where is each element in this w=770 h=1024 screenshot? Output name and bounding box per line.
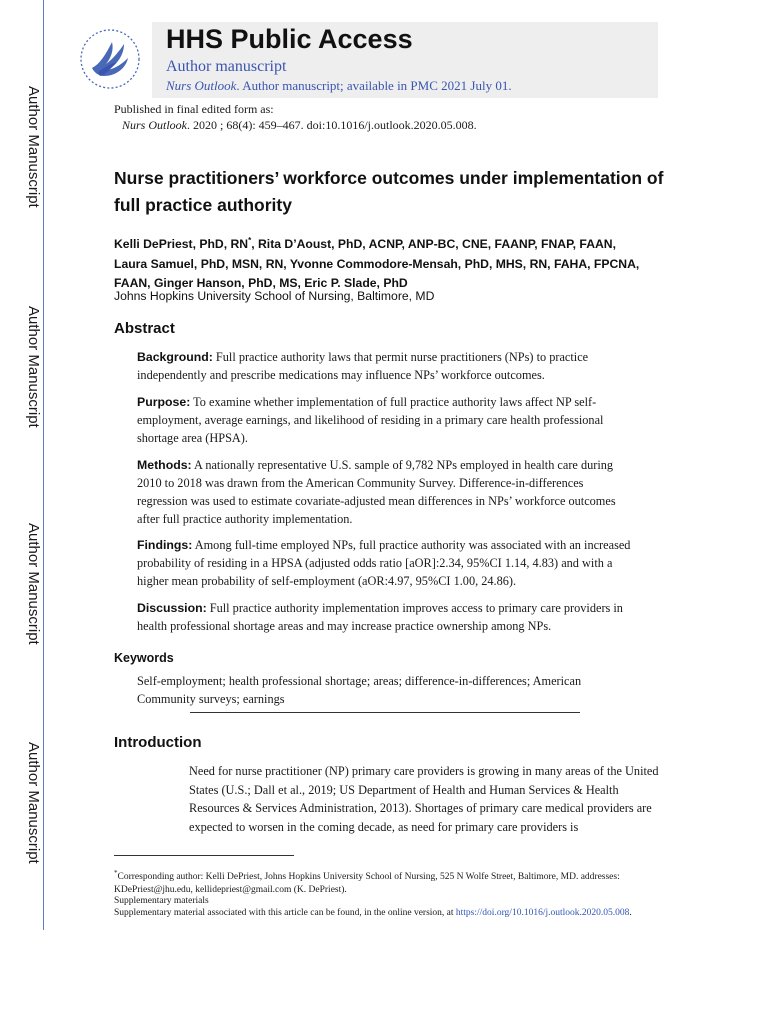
introduction-text: Need for nurse practitioner (NP) primary care providers is growing in many areas of the United States (U.S.; Dall et al., 2019; US Department of Health and Human Services & Health Resources & Services Administration, 2013). Shortages of primary care medical providers are expected to worsen in the coming decade, as need for primary care providers is bbox=[189, 764, 659, 834]
background-text: Full practice authority laws that permit nurse practitioners (NPs) to practice independently and prescribe medications may influence NPs’ workforce outcomes. bbox=[137, 350, 589, 382]
methods-text: A nationally representative U.S. sample of 9,782 NPs employed in health care during 2010 to 2018 was drawn from the American Community Survey. Difference-in-differences regression was used to estimate covariate-adjusted mean differences in NPs’ workforce outcomes after full practice authority implementation. bbox=[137, 458, 616, 526]
side-label-author-manuscript: Author Manuscript bbox=[25, 742, 42, 864]
purpose-label: Purpose: bbox=[137, 395, 191, 409]
supplementary-heading: Supplementary materials bbox=[114, 896, 209, 906]
article-title: Nurse practitioners’ workforce outcomes under implementation of full practice authority bbox=[114, 168, 664, 215]
availability-text: . Author manuscript; available in PMC 2021 July 01. bbox=[236, 78, 512, 93]
side-label-author-manuscript: Author Manuscript bbox=[25, 523, 42, 645]
margin-rule bbox=[43, 0, 44, 930]
introduction-heading: Introduction bbox=[114, 734, 202, 751]
citation-journal: Nurs Outlook bbox=[122, 118, 188, 132]
supplementary-text: Supplementary material associated with this article can be found, in the online version, at bbox=[114, 908, 456, 918]
abstract-discussion bbox=[137, 599, 637, 635]
footnote-rule bbox=[114, 855, 294, 856]
keywords-text: Self-employment; health professional shortage; areas; difference-in-differences; American Community surveys; earnings bbox=[137, 674, 582, 706]
supplementary-end: . bbox=[629, 908, 632, 918]
journal-name: Nurs Outlook bbox=[166, 78, 237, 93]
discussion-text: Full practice authority implementation improves access to primary care providers in health professional shortage areas and may increase practice ownership among NPs. bbox=[137, 601, 623, 633]
author-line1-rest: , Rita D’Aoust, PhD, ACNP, ANP-BC, CNE, FAANP, FNAP, FAAN, bbox=[251, 237, 616, 252]
citation-details: . 2020 ; 68(4): 459–467. doi:10.1016/j.outlook.2020.05.008. bbox=[187, 118, 477, 132]
abstract-background bbox=[137, 348, 637, 384]
affiliation: Johns Hopkins University School of Nursing, Baltimore, MD bbox=[114, 289, 435, 303]
corresponding-footnote bbox=[114, 867, 674, 896]
background-label: Background: bbox=[137, 350, 213, 364]
side-label-author-manuscript: Author Manuscript bbox=[25, 86, 42, 208]
hhs-eagle-logo-icon bbox=[78, 24, 142, 94]
abstract-purpose bbox=[137, 393, 637, 447]
author-manuscript-label: Author manuscript bbox=[166, 58, 287, 75]
citation-line bbox=[122, 118, 477, 133]
corresponding-mark: * bbox=[248, 236, 252, 245]
discussion-label: Discussion: bbox=[137, 601, 207, 615]
side-label-author-manuscript: Author Manuscript bbox=[25, 306, 42, 428]
findings-label: Findings: bbox=[137, 538, 193, 552]
hhs-public-access-title: HHS Public Access bbox=[166, 24, 413, 54]
author-first: Kelli DePriest, PhD, RN bbox=[114, 237, 249, 252]
findings-text: Among full-time employed NPs, full practice authority was associated with an increased probability of residing in a HPSA (adjusted odds ratio [aOR]:2.34, 95%CI 1.14, 4.83) and with a higher mean probability of self-employment (aOR:4.97, 95%CI 1.00, 24.86). bbox=[137, 538, 631, 588]
author-list bbox=[114, 231, 674, 294]
author-line2: Laura Samuel, PhD, MSN, RN, Yvonne Commodore-Mensah, PhD, MHS, RN, FAHA, FPCNA, bbox=[114, 256, 640, 271]
abstract-findings bbox=[137, 536, 637, 590]
section-divider bbox=[190, 712, 580, 713]
supplementary-doi-link[interactable]: https://doi.org/10.1016/j.outlook.2020.05.008 bbox=[455, 908, 630, 918]
published-in-label: Published in final edited form as: bbox=[114, 102, 274, 116]
abstract-heading: Abstract bbox=[114, 320, 175, 337]
footnote-star: * bbox=[114, 869, 118, 877]
journal-availability bbox=[166, 78, 512, 94]
corresponding-text: Corresponding author: Kelli DePriest, Johns Hopkins University School of Nursing, 525 N Wolfe Street, Baltimore, MD. addresses: KDePriest@jhu.edu, kellidepriest@gmail.com (K. DePriest). bbox=[114, 872, 620, 895]
purpose-text: To examine whether implementation of full practice authority laws affect NP self-employment, average earnings, and likelihood of residing in a primary care health professional shortage area (HPSA). bbox=[137, 395, 604, 445]
author-line3: FAAN, Ginger Hanson, PhD, MS, Eric P. Slade, PhD bbox=[114, 276, 408, 291]
abstract-methods bbox=[137, 456, 637, 528]
keywords-heading: Keywords bbox=[114, 651, 174, 665]
supplementary-note bbox=[114, 907, 674, 920]
methods-label: Methods: bbox=[137, 458, 192, 472]
